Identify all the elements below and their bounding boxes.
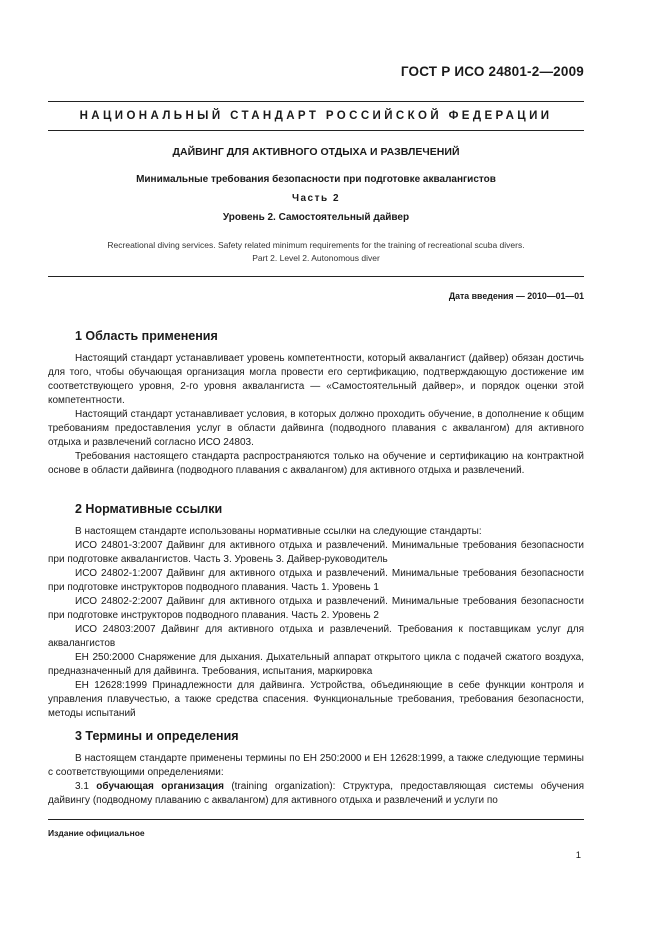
term-text: (training organization): Структура, предоставляющая системы обучения дайвингу (подводному плаванию с аквалангом) для активного отдыха и развлечений и услуги по [48,781,584,806]
title-rule [48,276,584,277]
paragraph: Настоящий стандарт устанавливает условия, в которых должно проходить обучение, в дополнение к общим требованиям предоставления услуг в области дайвинга (подводного плавания с аквалангом) для активного отдыха и развлечений согласно ИСО 24803. [48,409,584,448]
reference-item: ЕН 12628:1999 Принадлежности для дайвинга. Устройства, объединяющие в себе функции контроля и управления плавучестью, а также средства спасения. Функциональные требования, требования безопасности, методы испытаний [48,680,584,719]
reference-item: ИСО 24803:2007 Дайвинг для активного отдыха и развлечений. Требования к поставщикам услуг для аквалангистов [48,624,584,649]
paragraph: Требования настоящего стандарта распространяются только на обучение и сертификацию на контрактной основе в области дайвинга (подводного плавания с аквалангом) для активного отдыха и развлечений. [48,451,584,476]
paragraph: В настоящем стандарте использованы нормативные ссылки на следующие стандарты: [75,526,482,537]
section-heading: 1 Область применения [75,329,218,343]
section-body [48,752,584,808]
standard-code: ГОСТ Р ИСО 24801-2—2009 [400,64,584,79]
section-body [48,525,584,721]
term-number: 3.1 [75,781,89,792]
section-body [48,352,584,478]
section-heading: 2 Нормативные ссылки [75,502,223,516]
term-name: обучающая организация [96,781,224,792]
reference-item: ИСО 24801-3:2007 Дайвинг для активного отдыха и развлечений. Минимальные требования безопасности при подготовке аквалангистов. Часть 3. Уровень 3. Дайвер-руководитель [48,540,584,565]
document-part: Часть 2 [291,193,341,204]
document-subtitle: Минимальные требования безопасности при подготовке аквалангистов [136,174,496,185]
english-title-line-1: Recreational diving services. Safety related minimum requirements for the training of recreational scuba divers. [107,240,525,250]
term-definition [48,780,584,808]
national-standard-banner: НАЦИОНАЛЬНЫЙ СТАНДАРТ РОССИЙСКОЙ ФЕДЕРАЦИИ [79,110,553,122]
paragraph: В настоящем стандарте применены термины по ЕН 250:2000 и ЕН 12628:1999, а также следующие термины с соответствующими определениями: [48,753,584,778]
reference-item: ЕН 250:2000 Снаряжение для дыхания. Дыхательный аппарат открытого цикла с подачей сжатого воздуха, предназначенный для дайвинга. Требования, испытания, маркировка [48,652,584,677]
edition-label: Издание официальное [48,828,145,838]
page-number: 1 [575,850,581,861]
paragraph: Настоящий стандарт устанавливает уровень компетентности, который аквалангист (дайвер) обязан достичь для того, чтобы обучающая организация могла провести его сертификацию, подтверждающую достижение им соответствующего уровня, 2-го уровня аквалангиста — «Самостоятельный дайвер», и порядок оценки этой компетентности. [48,353,584,406]
footer-rule [48,819,584,820]
section-heading: 3 Термины и определения [75,729,239,743]
document-title: ДАЙВИНГ ДЛЯ АКТИВНОГО ОТДЫХА И РАЗВЛЕЧЕНИЙ [172,146,460,158]
effective-date: Дата введения — 2010—01—01 [448,291,584,301]
document-level: Уровень 2. Самостоятельный дайвер [222,212,410,223]
banner-rule [48,130,584,131]
reference-item: ИСО 24802-1:2007 Дайвинг для активного отдыха и развлечений. Минимальные требования безопасности при подготовке инструкторов подводного плавания. Часть 1. Уровень 1 [48,568,584,593]
top-rule [48,101,584,102]
english-title-line-2: Part 2. Level 2. Autonomous diver [252,253,380,263]
reference-item: ИСО 24802-2:2007 Дайвинг для активного отдыха и развлечений. Минимальные требования безопасности при подготовке инструкторов подводного плавания. Часть 2. Уровень 2 [48,596,584,621]
